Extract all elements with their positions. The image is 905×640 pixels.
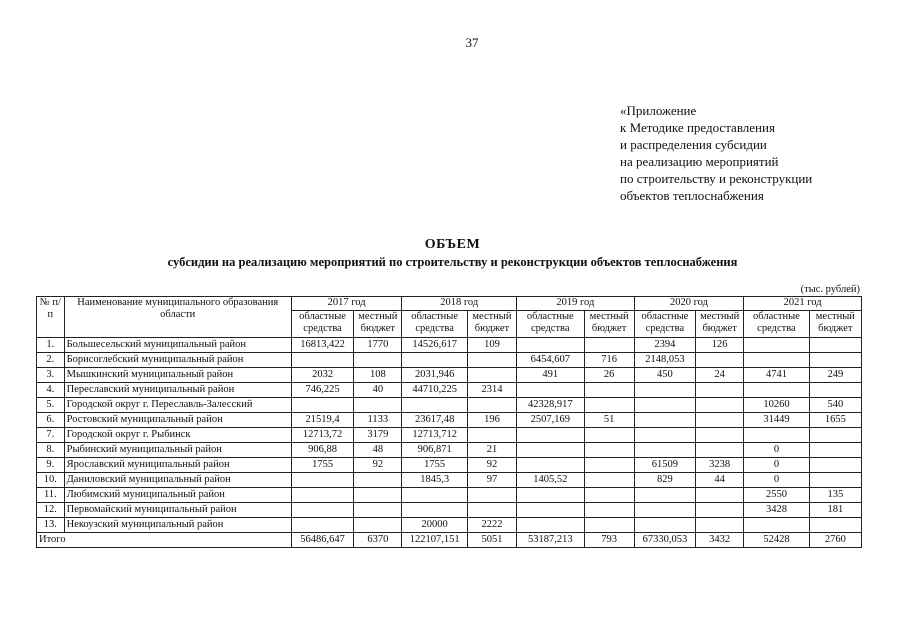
amount-cell — [467, 368, 516, 383]
table-row — [37, 368, 862, 383]
total-amount: 53187,213 — [517, 533, 585, 548]
amount-cell — [517, 503, 585, 518]
amount-cell: 42328,917 — [517, 398, 585, 413]
amount-cell: 716 — [584, 353, 634, 368]
amount-cell — [696, 503, 744, 518]
total-amount: 793 — [584, 533, 634, 548]
amount-cell: 2507,169 — [517, 413, 585, 428]
amount-cell — [809, 353, 861, 368]
row-number: 9. — [37, 458, 65, 473]
amount-cell — [584, 428, 634, 443]
amount-cell — [809, 383, 861, 398]
amount-cell — [402, 398, 468, 413]
row-number: 13. — [37, 518, 65, 533]
municipality-name: Борисоглебский муниципальный район — [64, 353, 291, 368]
amount-cell: 4741 — [744, 368, 810, 383]
table-row — [37, 353, 862, 368]
amount-cell — [809, 518, 861, 533]
header-local-budget: местный бюджет — [696, 311, 744, 338]
amount-cell: 450 — [634, 368, 695, 383]
municipality-name: Городской округ г. Переславль-Залесский — [64, 398, 291, 413]
amount-cell: 829 — [634, 473, 695, 488]
amount-cell: 21519,4 — [291, 413, 353, 428]
amount-cell: 0 — [744, 473, 810, 488]
amount-cell — [354, 473, 402, 488]
amount-cell — [696, 488, 744, 503]
appendix-line: и распределения субсидии — [620, 137, 767, 152]
row-number: 3. — [37, 368, 65, 383]
amount-cell — [744, 518, 810, 533]
amount-cell: 0 — [744, 443, 810, 458]
appendix-line: на реализацию мероприятий — [620, 154, 779, 169]
row-number: 6. — [37, 413, 65, 428]
amount-cell — [402, 353, 468, 368]
municipality-name: Даниловский муниципальный район — [64, 473, 291, 488]
amount-cell: 109 — [467, 338, 516, 353]
amount-cell — [634, 488, 695, 503]
amount-cell — [584, 383, 634, 398]
amount-cell — [467, 398, 516, 413]
amount-cell — [291, 488, 353, 503]
amount-cell: 12713,72 — [291, 428, 353, 443]
amount-cell — [584, 398, 634, 413]
total-amount: 3432 — [696, 533, 744, 548]
amount-cell — [354, 518, 402, 533]
amount-cell: 44710,225 — [402, 383, 468, 398]
total-amount: 5051 — [467, 533, 516, 548]
amount-cell: 906,88 — [291, 443, 353, 458]
document-subtitle: субсидии на реализацию мероприятий по строительству и реконструкции объектов теплоснабжения — [167, 255, 738, 269]
amount-cell — [354, 353, 402, 368]
total-amount: 67330,053 — [634, 533, 695, 548]
amount-cell: 540 — [809, 398, 861, 413]
header-regional-funds: областные средства — [402, 311, 468, 338]
header-local-budget: местный бюджет — [584, 311, 634, 338]
amount-cell: 26 — [584, 368, 634, 383]
appendix-line: объектов теплоснабжения — [620, 188, 764, 203]
amount-cell: 40 — [354, 383, 402, 398]
appendix-line: к Методике предоставления — [620, 120, 775, 135]
amount-cell: 196 — [467, 413, 516, 428]
amount-cell: 1405,52 — [517, 473, 585, 488]
amount-cell — [291, 518, 353, 533]
table-row — [37, 518, 862, 533]
amount-cell: 20000 — [402, 518, 468, 533]
header-local-budget: местный бюджет — [354, 311, 402, 338]
amount-cell — [584, 518, 634, 533]
amount-cell: 2031,946 — [402, 368, 468, 383]
amount-cell: 2032 — [291, 368, 353, 383]
municipality-name: Любимский муниципальный район — [64, 488, 291, 503]
amount-cell: 97 — [467, 473, 516, 488]
amount-cell — [291, 503, 353, 518]
table-row — [37, 473, 862, 488]
total-row — [37, 533, 862, 548]
amount-cell: 16813,422 — [291, 338, 353, 353]
amount-cell: 2394 — [634, 338, 695, 353]
amount-cell: 1655 — [809, 413, 861, 428]
row-number: 4. — [37, 383, 65, 398]
amount-cell: 746,225 — [291, 383, 353, 398]
amount-cell — [634, 443, 695, 458]
amount-cell: 181 — [809, 503, 861, 518]
amount-cell: 1845,3 — [402, 473, 468, 488]
table-row — [37, 413, 862, 428]
row-number: 12. — [37, 503, 65, 518]
total-label: Итого — [37, 533, 292, 548]
header-local-budget: местный бюджет — [467, 311, 516, 338]
row-number: 7. — [37, 428, 65, 443]
municipality-name: Ростовский муниципальный район — [64, 413, 291, 428]
total-amount: 56486,647 — [291, 533, 353, 548]
units-note: (тыс. рублей) — [800, 284, 860, 295]
amount-cell — [809, 338, 861, 353]
header-regional-funds: областные средства — [517, 311, 585, 338]
amount-cell — [696, 443, 744, 458]
amount-cell — [517, 443, 585, 458]
amount-cell — [634, 398, 695, 413]
amount-cell: 2550 — [744, 488, 810, 503]
table-row — [37, 383, 862, 398]
total-amount: 122107,151 — [402, 533, 468, 548]
amount-cell: 1755 — [291, 458, 353, 473]
amount-cell — [291, 398, 353, 413]
amount-cell: 249 — [809, 368, 861, 383]
total-amount: 6370 — [354, 533, 402, 548]
total-amount: 2760 — [809, 533, 861, 548]
amount-cell: 491 — [517, 368, 585, 383]
amount-cell — [467, 353, 516, 368]
municipality-name: Переславский муниципальный район — [64, 383, 291, 398]
amount-cell: 2222 — [467, 518, 516, 533]
amount-cell — [517, 338, 585, 353]
amount-cell: 92 — [467, 458, 516, 473]
amount-cell — [584, 488, 634, 503]
header-year: 2018 год — [402, 297, 517, 311]
amount-cell: 2148,053 — [634, 353, 695, 368]
header-number: № п/п — [37, 297, 65, 338]
amount-cell: 44 — [696, 473, 744, 488]
document-title: ОБЪЕМ — [424, 237, 481, 252]
amount-cell: 1770 — [354, 338, 402, 353]
amount-cell — [809, 443, 861, 458]
amount-cell — [634, 518, 695, 533]
appendix-line: по строительству и реконструкции — [620, 171, 813, 186]
amount-cell: 10260 — [744, 398, 810, 413]
amount-cell — [696, 413, 744, 428]
amount-cell — [809, 473, 861, 488]
amount-cell: 31449 — [744, 413, 810, 428]
amount-cell — [809, 428, 861, 443]
total-amount: 52428 — [744, 533, 810, 548]
table-body — [37, 338, 862, 548]
amount-cell — [517, 488, 585, 503]
amount-cell — [634, 503, 695, 518]
header-year: 2021 год — [744, 297, 862, 311]
amount-cell — [809, 458, 861, 473]
amount-cell — [744, 338, 810, 353]
amount-cell: 48 — [354, 443, 402, 458]
amount-cell — [354, 503, 402, 518]
amount-cell: 3428 — [744, 503, 810, 518]
row-number: 5. — [37, 398, 65, 413]
amount-cell: 51 — [584, 413, 634, 428]
row-number: 2. — [37, 353, 65, 368]
header-regional-funds: областные средства — [634, 311, 695, 338]
amount-cell — [696, 398, 744, 413]
municipality-name: Некоузский муниципальный район — [64, 518, 291, 533]
amount-cell: 24 — [696, 368, 744, 383]
amount-cell — [634, 413, 695, 428]
amount-cell: 92 — [354, 458, 402, 473]
amount-cell — [354, 488, 402, 503]
table-row — [37, 398, 862, 413]
header-year: 2017 год — [291, 297, 402, 311]
amount-cell — [467, 503, 516, 518]
municipality-name: Городской округ г. Рыбинск — [64, 428, 291, 443]
amount-cell — [467, 428, 516, 443]
amount-cell: 108 — [354, 368, 402, 383]
table-row — [37, 428, 862, 443]
amount-cell: 1133 — [354, 413, 402, 428]
amount-cell: 3238 — [696, 458, 744, 473]
amount-cell: 135 — [809, 488, 861, 503]
municipality-name: Ярославский муниципальный район — [64, 458, 291, 473]
header-local-budget: местный бюджет — [809, 311, 861, 338]
row-number: 1. — [37, 338, 65, 353]
amount-cell — [584, 473, 634, 488]
amount-cell — [517, 518, 585, 533]
header-regional-funds: областные средства — [291, 311, 353, 338]
amount-cell — [696, 383, 744, 398]
amount-cell: 1755 — [402, 458, 468, 473]
subsidy-table — [36, 296, 862, 548]
table-row — [37, 458, 862, 473]
amount-cell: 2314 — [467, 383, 516, 398]
row-number: 8. — [37, 443, 65, 458]
amount-cell — [584, 338, 634, 353]
amount-cell — [291, 353, 353, 368]
header-name: Наименование муниципального образования области — [64, 297, 291, 338]
amount-cell — [584, 458, 634, 473]
header-year: 2020 год — [634, 297, 744, 311]
appendix-note — [620, 102, 870, 204]
amount-cell — [402, 503, 468, 518]
amount-cell: 0 — [744, 458, 810, 473]
amount-cell: 61509 — [634, 458, 695, 473]
amount-cell — [744, 353, 810, 368]
amount-cell: 126 — [696, 338, 744, 353]
amount-cell — [517, 458, 585, 473]
amount-cell — [634, 383, 695, 398]
amount-cell — [696, 518, 744, 533]
amount-cell: 6454,607 — [517, 353, 585, 368]
amount-cell — [517, 383, 585, 398]
municipality-name: Большесельский муниципальный район — [64, 338, 291, 353]
amount-cell — [744, 383, 810, 398]
row-number: 10. — [37, 473, 65, 488]
amount-cell — [354, 398, 402, 413]
amount-cell — [634, 428, 695, 443]
amount-cell — [402, 488, 468, 503]
amount-cell: 3179 — [354, 428, 402, 443]
table-row — [37, 503, 862, 518]
amount-cell: 12713,712 — [402, 428, 468, 443]
amount-cell — [744, 428, 810, 443]
amount-cell: 14526,617 — [402, 338, 468, 353]
amount-cell — [467, 488, 516, 503]
row-number: 11. — [37, 488, 65, 503]
appendix-line: «Приложение — [620, 103, 697, 118]
amount-cell — [696, 353, 744, 368]
municipality-name: Первомайский муниципальный район — [64, 503, 291, 518]
amount-cell — [696, 428, 744, 443]
amount-cell: 21 — [467, 443, 516, 458]
amount-cell: 23617,48 — [402, 413, 468, 428]
municipality-name: Рыбинский муниципальный район — [64, 443, 291, 458]
municipality-name: Мышкинский муниципальный район — [64, 368, 291, 383]
amount-cell: 906,871 — [402, 443, 468, 458]
amount-cell — [291, 473, 353, 488]
amount-cell — [584, 503, 634, 518]
table-row — [37, 338, 862, 353]
amount-cell — [517, 428, 585, 443]
page-number: 37 — [465, 35, 479, 50]
table-row — [37, 443, 862, 458]
table-row — [37, 488, 862, 503]
amount-cell — [584, 443, 634, 458]
header-regional-funds: областные средства — [744, 311, 810, 338]
header-year: 2019 год — [517, 297, 635, 311]
